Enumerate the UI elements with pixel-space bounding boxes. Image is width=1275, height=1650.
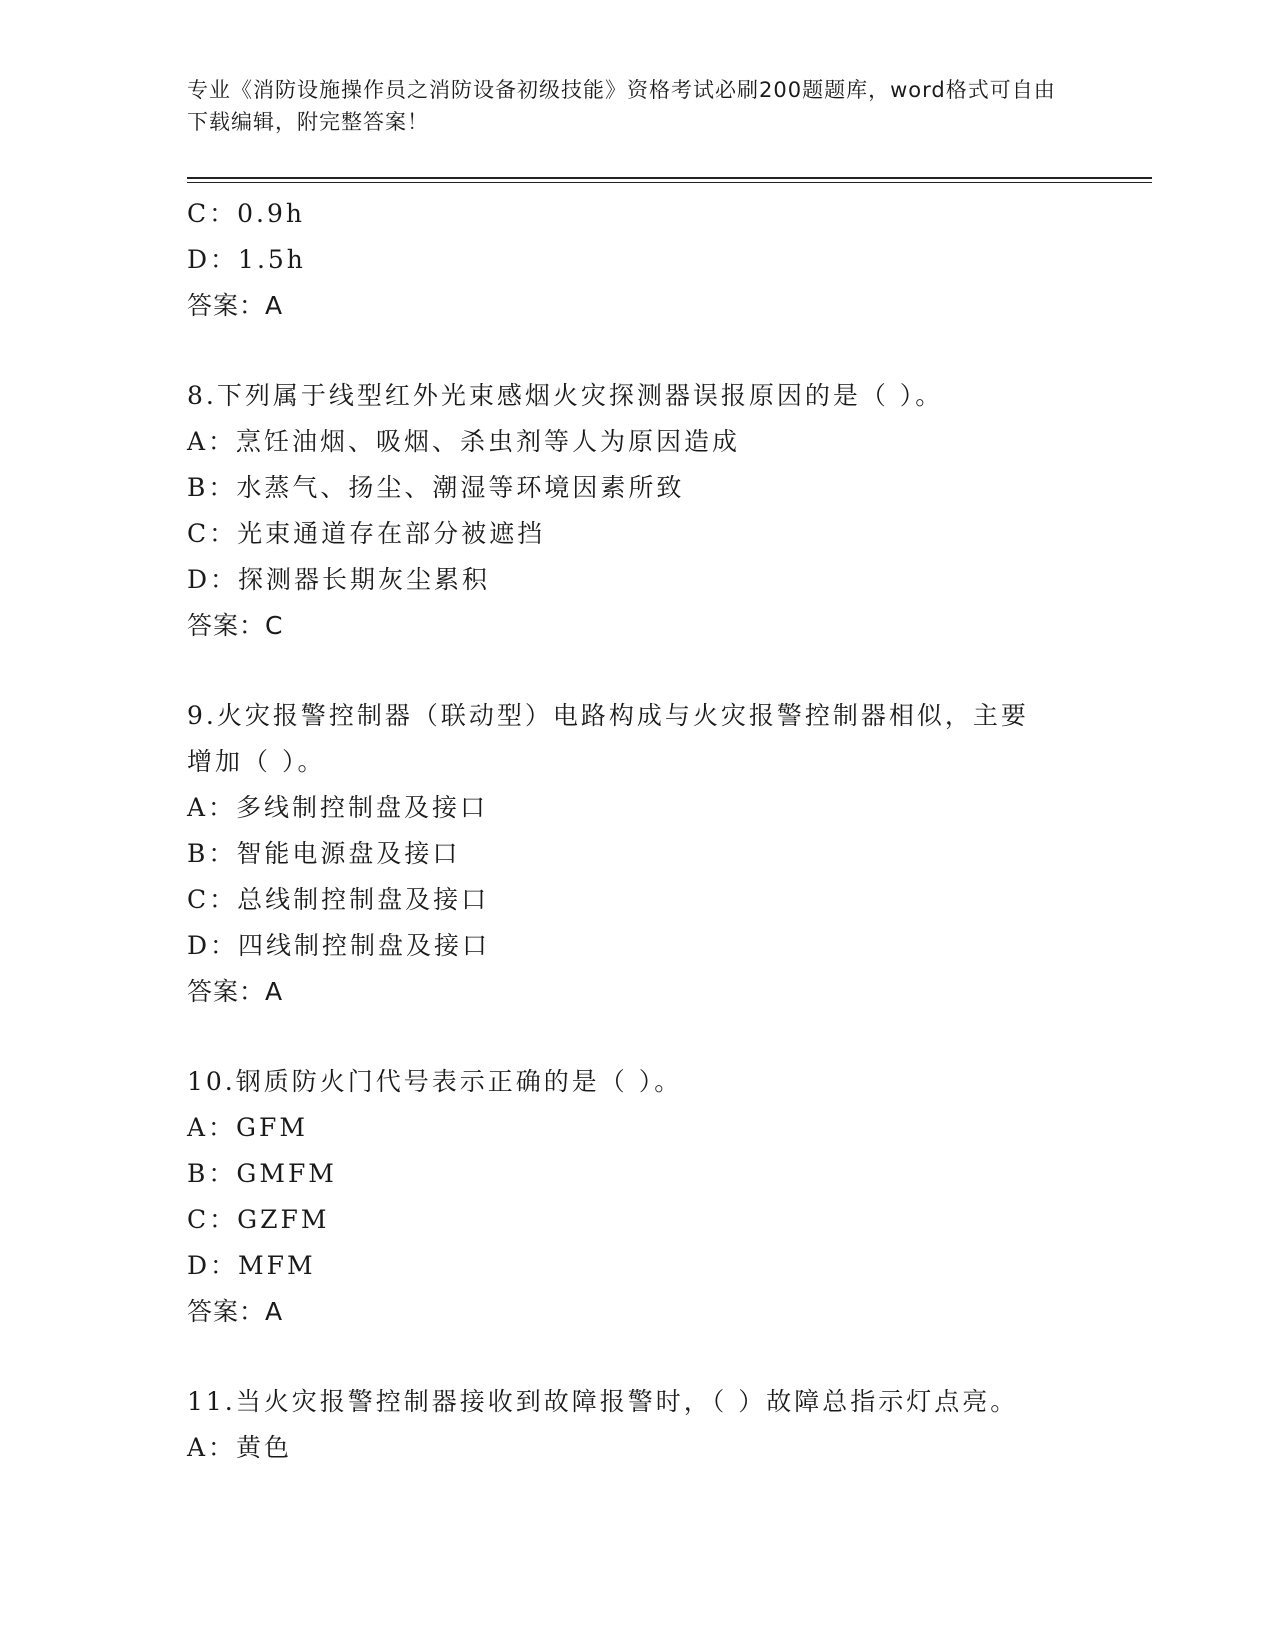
answer-line: 答案：C <box>187 611 284 640</box>
question-11 <box>187 1379 1087 1471</box>
answer-line: 答案：A <box>187 291 284 320</box>
question-stem-continued: 增加（ ）。 <box>187 747 326 776</box>
option-d: D：1.5h <box>187 245 306 274</box>
option-b: B：水蒸气、扬尘、潮湿等环境因素所致 <box>187 473 685 502</box>
option-c: C：GZFM <box>187 1205 330 1234</box>
option-c: C：光束通道存在部分被遮挡 <box>187 519 546 548</box>
option-c: C：0.9h <box>187 199 305 228</box>
page-header: 专业《消防设施操作员之消防设备初级技能》资格考试必刷200题题库，word格式可自由下载编辑，附完整答案！ <box>187 78 1056 134</box>
option-d: D：MFM <box>187 1251 316 1280</box>
question-list <box>187 191 1087 1471</box>
question-9 <box>187 693 1087 1015</box>
option-b: B：GMFM <box>187 1159 337 1188</box>
option-d: D：探测器长期灰尘累积 <box>187 565 491 594</box>
answer-line: 答案：A <box>187 1297 284 1326</box>
option-c: C：总线制控制盘及接口 <box>187 885 490 914</box>
header-divider-thin <box>187 182 1152 183</box>
question-stem: 10.钢质防火门代号表示正确的是（ ）。 <box>187 1067 683 1096</box>
answer-line: 答案：A <box>187 977 284 1006</box>
question-8 <box>187 373 1087 649</box>
option-a: A：黄色 <box>187 1433 293 1462</box>
header-divider <box>187 177 1152 179</box>
option-a: A：多线制控制盘及接口 <box>187 793 489 822</box>
option-a: A：GFM <box>187 1113 308 1142</box>
question-stem: 8.下列属于线型红外光束感烟火灾探测器误报原因的是（ ）。 <box>187 381 944 410</box>
option-b: B：智能电源盘及接口 <box>187 839 461 868</box>
question-10 <box>187 1059 1087 1335</box>
question-7-continued <box>187 191 1087 329</box>
question-stem: 11.当火灾报警控制器接收到故障报警时，（ ）故障总指示灯点亮。 <box>187 1387 1019 1416</box>
question-stem: 9.火灾报警控制器（联动型）电路构成与火灾报警控制器相似，主要 <box>187 701 1029 730</box>
option-d: D：四线制控制盘及接口 <box>187 931 491 960</box>
option-a: A：烹饪油烟、吸烟、杀虫剂等人为原因造成 <box>187 427 741 456</box>
